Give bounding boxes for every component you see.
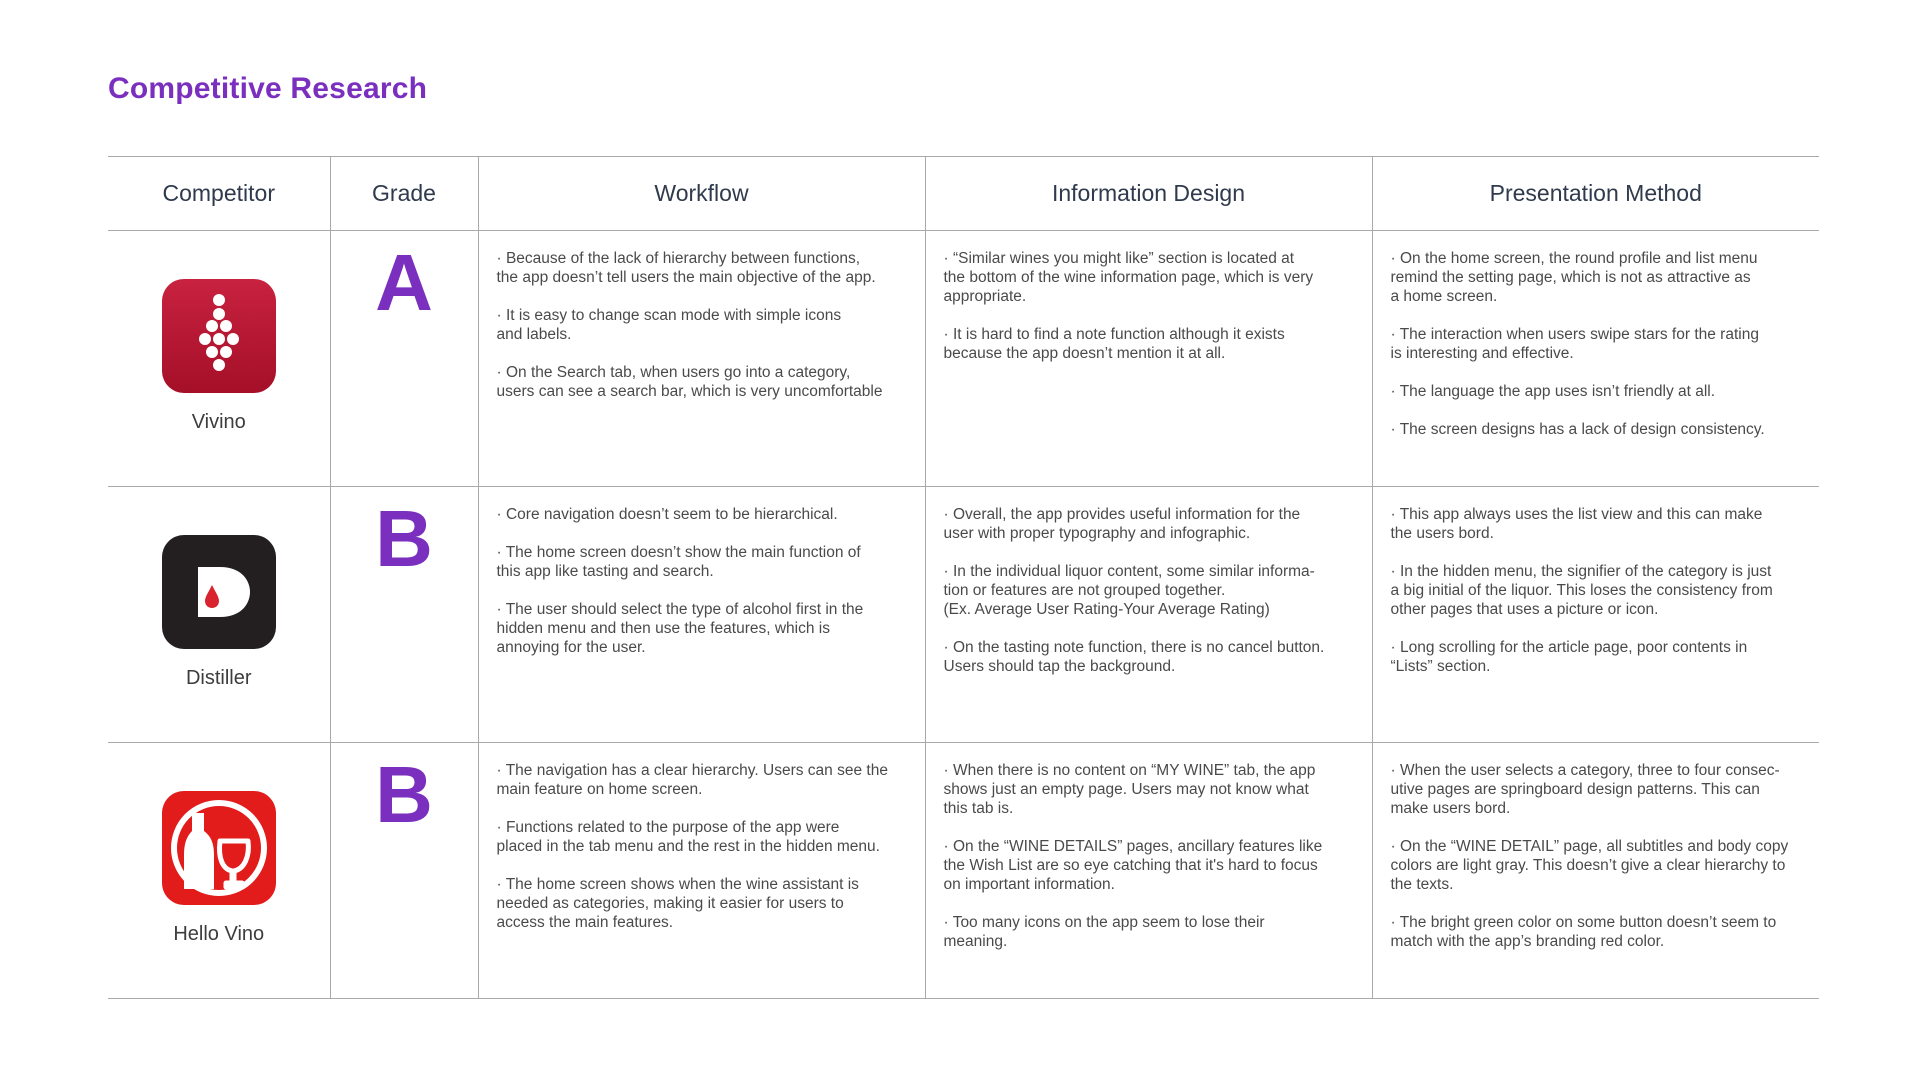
presentation-method-cell [1372, 743, 1819, 999]
grade-cell [330, 231, 478, 487]
list-item: · The language the app uses isn’t friendly at all. [1390, 383, 1716, 400]
workflow-cell [478, 231, 925, 487]
table-row-distiller [108, 487, 1819, 743]
list-item: · In the hidden menu, the signifier of the category is just a big initial of the liquor. This loses the consistency from other pages that uses a picture or icon. [1390, 563, 1773, 618]
grade-cell [330, 487, 478, 743]
competitor-name: Vivino [191, 411, 246, 433]
grape-cluster-icon [162, 279, 276, 393]
list-item: · The interaction when users swipe stars for the rating is interesting and effective. [1390, 326, 1759, 362]
competitor-cell [108, 487, 330, 743]
list-item: · The home screen shows when the wine assistant is needed as categories, making it easier for users to access the main features. [496, 876, 859, 931]
distiller-logo [162, 535, 276, 649]
workflow-cell [478, 487, 925, 743]
bottle-glass-icon [162, 791, 276, 905]
list-item: · On the “WINE DETAIL” page, all subtitles and body copy colors are light gray. This doesn’t give a clear hierarchy to the texts. [1390, 838, 1789, 893]
competitive-research-table [108, 156, 1819, 999]
distiller-d-drop-icon [162, 535, 276, 649]
list-item: · Overall, the app provides useful information for the user with proper typography and infographic. [943, 506, 1301, 542]
header-grade: Grade [330, 157, 478, 231]
list-item: · In the individual liquor content, some similar informa- tion or features are not grouped together. (Ex. Average User Rating-Your Average Rating) [943, 563, 1315, 618]
hello-vino-logo [162, 791, 276, 905]
list-item: · On the home screen, the round profile and list menu remind the setting page, which is not as attractive as a home screen. [1390, 250, 1758, 305]
presentation-method-cell [1372, 231, 1819, 487]
competitor-name: Distiller [185, 667, 252, 689]
list-item: · This app always uses the list view and this can make the users bord. [1390, 506, 1763, 542]
list-item: · On the Search tab, when users go into a category, users can see a search bar, which is very uncomfortable [496, 364, 883, 400]
list-item: · It is easy to change scan mode with simple icons and labels. [496, 307, 842, 343]
list-item: · Core navigation doesn’t seem to be hierarchical. [496, 506, 838, 523]
competitor-name: Hello Vino [173, 923, 265, 945]
grade-value: B [375, 750, 433, 839]
table-row-vivino [108, 231, 1819, 487]
competitor-cell [108, 231, 330, 487]
header-competitor: Competitor [108, 157, 330, 231]
header-workflow: Workflow [478, 157, 925, 231]
competitor-cell [108, 743, 330, 999]
header-presentation-method: Presentation Method [1372, 157, 1819, 231]
table-row-hello-vino [108, 743, 1819, 999]
list-item: · Because of the lack of hierarchy between functions, the app doesn’t tell users the main objective of the app. [496, 250, 876, 286]
list-item: · Long scrolling for the article page, poor contents in “Lists” section. [1390, 639, 1748, 675]
vivino-logo [162, 279, 276, 393]
list-item: · The navigation has a clear hierarchy. Users can see the main feature on home screen. [496, 762, 888, 798]
table-header-row [108, 157, 1819, 231]
list-item: · It is hard to find a note function although it exists because the app doesn’t mention it at all. [943, 326, 1285, 362]
page-title: Competitive Research [108, 72, 428, 105]
list-item: · On the “WINE DETAILS” pages, ancillary features like the Wish List are so eye catching that it's hard to focus on important information. [943, 838, 1323, 893]
information-design-cell [925, 487, 1372, 743]
list-item: · The bright green color on some button doesn’t seem to match with the app’s branding red color. [1390, 914, 1777, 950]
list-item: · The home screen doesn’t show the main function of this app like tasting and search. [496, 544, 861, 580]
list-item: · The user should select the type of alcohol first in the hidden menu and then use the features, which is annoying for the user. [496, 601, 864, 656]
list-item: · When there is no content on “MY WINE” tab, the app shows just an empty page. Users may not know what this tab is. [943, 762, 1316, 817]
list-item: · “Similar wines you might like” section is located at the bottom of the wine information page, which is very appropriate. [943, 250, 1314, 305]
information-design-cell [925, 231, 1372, 487]
grade-cell [330, 743, 478, 999]
list-item: · When the user selects a category, three to four consec- utive pages are springboard design patterns. This can make users bord. [1390, 762, 1780, 817]
list-item: · On the tasting note function, there is no cancel button. Users should tap the background. [943, 639, 1325, 675]
list-item: · The screen designs has a lack of design consistency. [1390, 421, 1765, 438]
presentation-method-cell [1372, 487, 1819, 743]
grade-value: A [375, 238, 433, 327]
workflow-cell [478, 743, 925, 999]
list-item: · Too many icons on the app seem to lose their meaning. [943, 914, 1265, 950]
information-design-cell [925, 743, 1372, 999]
header-information-design: Information Design [925, 157, 1372, 231]
grade-value: B [375, 494, 433, 583]
list-item: · Functions related to the purpose of the app were placed in the tab menu and the rest in the hidden menu. [496, 819, 880, 855]
